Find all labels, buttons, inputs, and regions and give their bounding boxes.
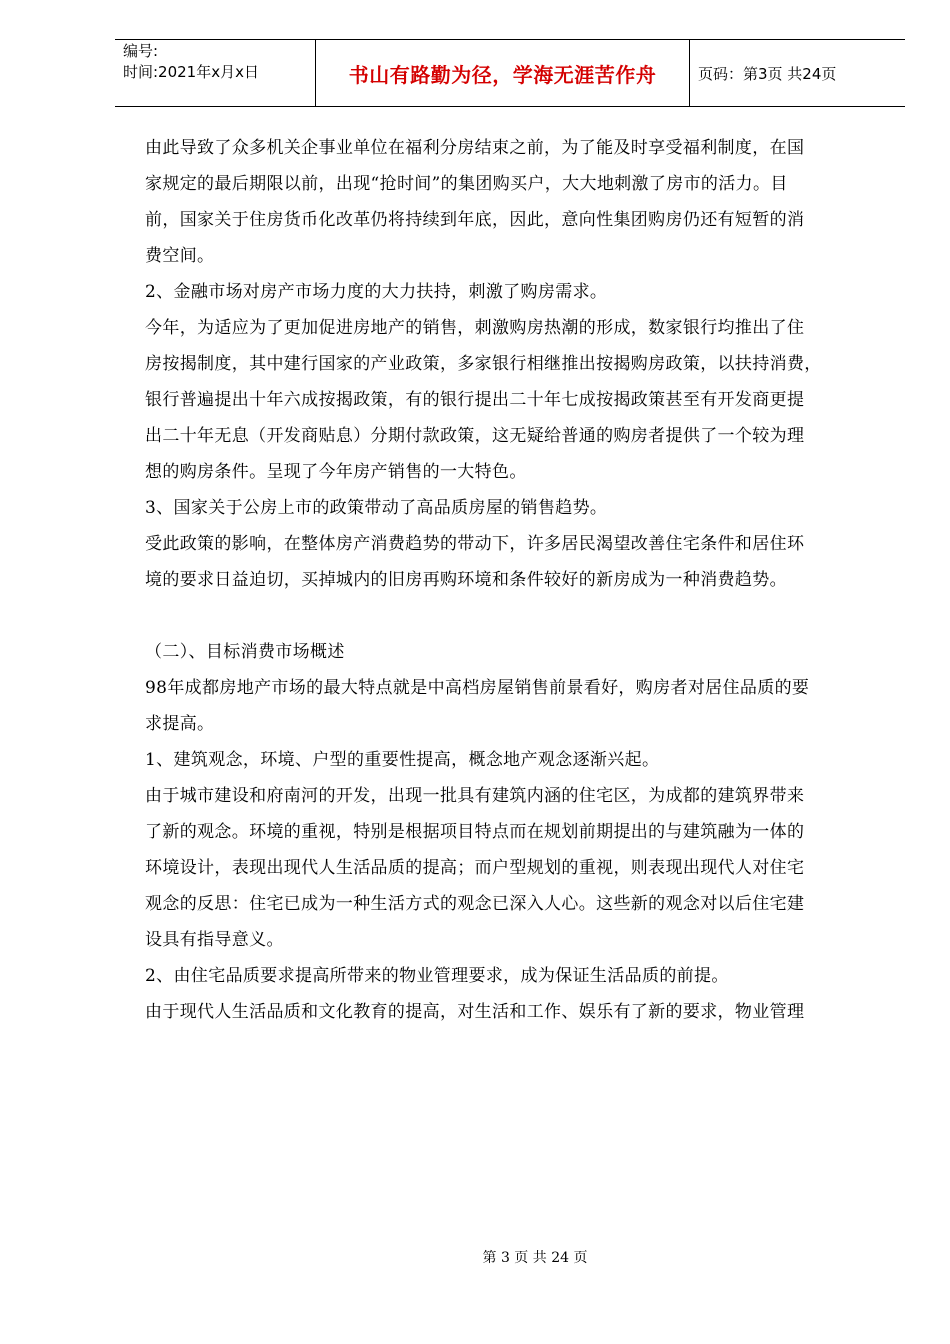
body-line: 受此政策的影响，在整体房产消费趋势的带动下，许多居民渴望改善住宅条件和居住环 [145, 534, 805, 554]
blank-line [145, 598, 880, 634]
header-meta-cell [115, 40, 316, 106]
header-motto: 书山有路勤为径，学海无涯苦作舟 [348, 62, 657, 87]
body-line: 由此导致了众多机关企事业单位在福利分房结束之前，为了能及时享受福利制度，在国 [145, 138, 805, 158]
body-line: 98年成都房地产市场的最大特点就是中高档房屋销售前景看好，购房者对居住品质的要 [145, 678, 810, 698]
body-line: 费空间。 [145, 246, 215, 266]
body-line: 房按揭制度，其中建行国家的产业政策，多家银行相继推出按揭购房政策，以扶持消费， [145, 354, 822, 374]
body-line: 由于现代人生活品质和文化教育的提高，对生活和工作、娱乐有了新的要求，物业管理 [145, 1002, 805, 1022]
document-time-label: 时间:2021年x月x日 [123, 63, 259, 81]
section-heading: 2、由住宅品质要求提高所带来的物业管理要求，成为保证生活品质的前提。 [145, 966, 729, 986]
document-header [115, 39, 905, 107]
section-heading: 2、金融市场对房产市场力度的大力扶持，刺激了购房需求。 [145, 282, 608, 302]
body-line: 了新的观念。环境的重视，特别是根据项目特点而在规划前期提出的与建筑融为一体的 [145, 822, 805, 842]
document-number-label: 编号: [123, 42, 159, 60]
body-line: 家规定的最后期限以前，出现“抢时间”的集团购买户，大大地刺激了房市的活力。目 [145, 174, 788, 194]
section-heading: 3、国家关于公房上市的政策带动了高品质房屋的销售趋势。 [145, 498, 608, 518]
body-line: 观念的反思：住宅已成为一种生活方式的观念已深入人心。这些新的观念对以后住宅建 [145, 894, 805, 914]
body-line: 环境设计，表现出现代人生活品质的提高；而户型规划的重视，则表现出现代人对住宅 [145, 858, 805, 878]
body-line: 今年，为适应为了更加促进房地产的销售，刺激购房热潮的形成，数家银行均推出了住 [145, 318, 805, 338]
header-motto-cell [316, 40, 690, 106]
document-body [145, 130, 880, 1030]
body-line: 想的购房条件。呈现了今年房产销售的一大特色。 [145, 462, 527, 482]
body-line: 境的要求日益迫切，买掉城内的旧房再购环境和条件较好的新房成为一种消费趋势。 [145, 570, 787, 590]
body-line: 由于城市建设和府南河的开发，出现一批具有建筑内涵的住宅区，为成都的建筑界带来 [145, 786, 805, 806]
body-line: 银行普遍提出十年六成按揭政策，有的银行提出二十年七成按揭政策甚至有开发商更提 [145, 390, 805, 410]
body-line: 设具有指导意义。 [145, 930, 284, 950]
section-heading: 1、建筑观念，环境、户型的重要性提高，概念地产观念逐渐兴起。 [145, 750, 660, 770]
header-page-cell [690, 40, 905, 106]
body-line: 前，国家关于住房货币化改革仍将持续到年底，因此，意向性集团购房仍还有短暂的消 [145, 210, 805, 230]
footer-page-number: 第 3 页 共 24 页 [482, 1250, 588, 1266]
body-line: 出二十年无息（开发商贴息）分期付款政策，这无疑给普通的购房者提供了一个较为理 [145, 426, 805, 446]
body-line: 求提高。 [145, 714, 215, 734]
chapter-heading: （二）、目标消费市场概述 [145, 642, 345, 662]
header-page-info: 页码：第3页 共24页 [698, 64, 837, 83]
page-footer [0, 1247, 950, 1267]
